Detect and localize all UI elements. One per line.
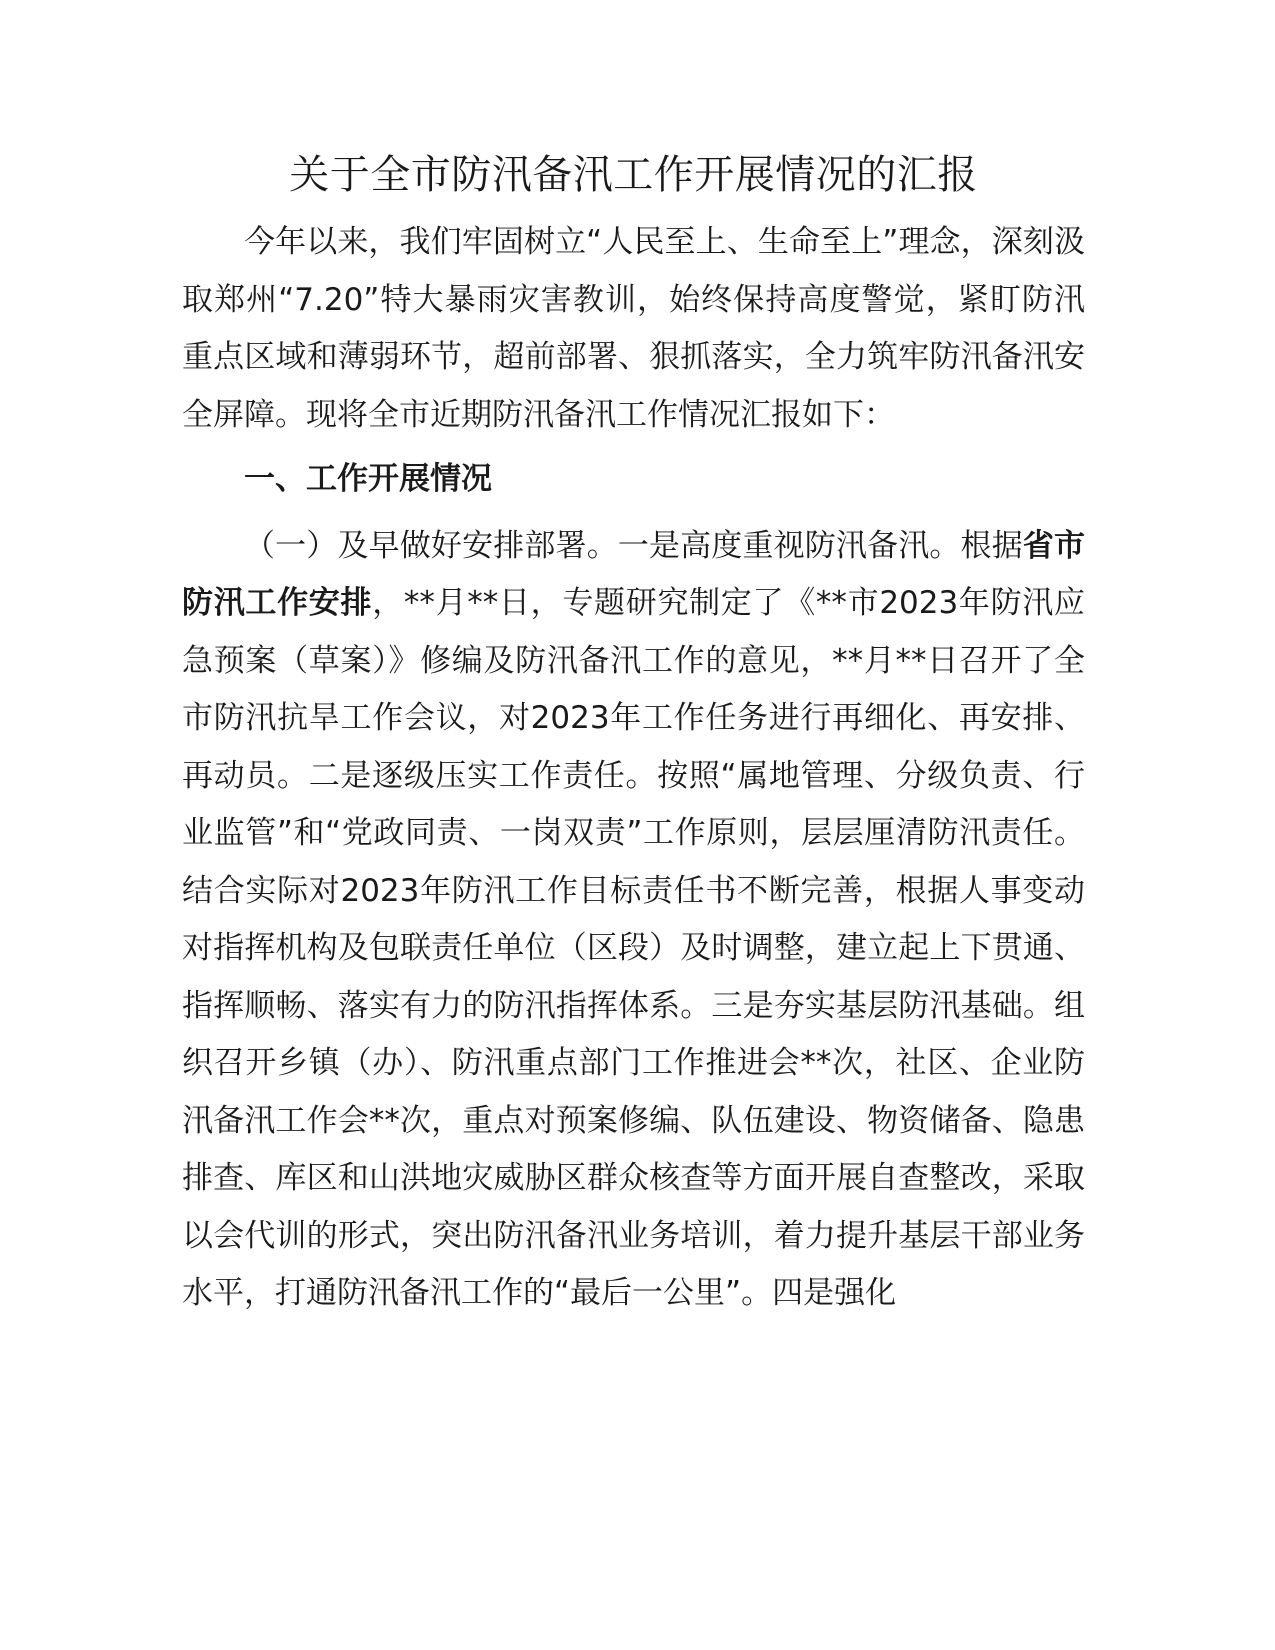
document-page: [182, 148, 1085, 1323]
intro-paragraph: 今年以来，我们牢固树立“人民至上、生命至上”理念，深刻汲取郑州“7.20”特大暴雨灾害教训，始终保持高度警觉，紧盯防汛重点区域和薄弱环节，超前部署、狠抓落实，全力筑牢防汛备汛安全屏障。现将全市近期防汛备汛工作情况汇报如下：: [182, 224, 1085, 433]
document-title: 关于全市防汛备汛工作开展情况的汇报: [289, 152, 978, 198]
section-paragraph: [182, 518, 1085, 1323]
paragraph-body-text: ，**月**日，专题研究制定了《**市2023年防汛应急预案（草案）》修编及防汛备汛工作的意见，**月**日召开了全市防汛抗旱工作会议，对2023年工作任务进行再细化、再安排、再动员。二是逐级压实工作责任。按照“属地管理、分级负责、行业监管”和“党政同责、一岗双责”工作原则，层层厘清防汛责任。结合实际对2023年防汛工作目标责任书不断完善，根据人事变动对指挥机构及包联责任单位（区段）及时调整，建立起上下贯通、指挥顺畅、落实有力的防汛指挥体系。三是夯实基层防汛基础。组织召开乡镇（办）、防汛重点部门工作推进会**次，社区、企业防汛备汛工作会**次，重点对预案修编、队伍建设、物资储备、隐患排查、库区和山洪地灾威胁区群众核查等方面开展自查整改，采取以会代训的形式，突出防汛备汛业务培训，着力提升基层干部业务水平，打通防汛备汛工作的“最后一公里”。四是强化: [182, 585, 1085, 1311]
paragraph-bold-text: 省市防汛工作安排: [182, 527, 1085, 621]
paragraph-lead-text: （一）及早做好安排部署。一是高度重视防汛备汛。根据: [244, 527, 1023, 564]
section-heading: 一、工作开展情况: [244, 461, 492, 497]
